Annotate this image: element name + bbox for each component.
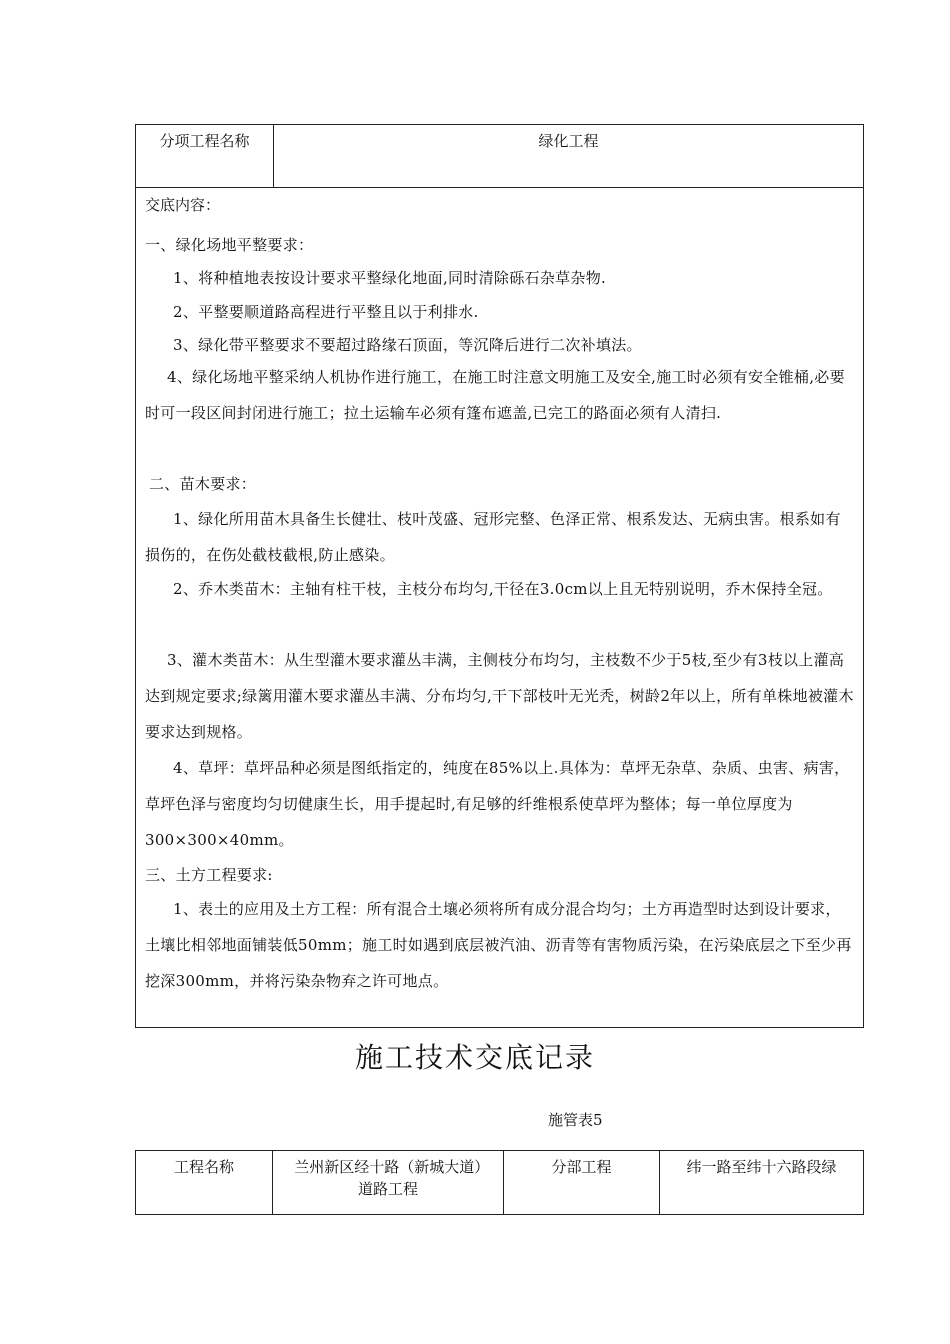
division-label: 分部工程 <box>551 1158 612 1176</box>
section-heading: 三、土方工程要求: <box>145 866 273 884</box>
paragraph: 3、灌木类苗木：从生型灌木要求灌丛丰满，主侧枝分布均匀，主枝数不少于5枝,至少有3枝以上灌高达到规定要求;绿篱用灌木要求灌丛丰满、分布均匀,干下部枝叶无光秃，树龄2年以上，所有单株地被灌木要求达到规格。 <box>145 651 854 741</box>
paragraph: 2、乔木类苗木：主轴有柱干枝，主枝分布均匀,干径在3.0cm以上且无特别说明，乔木保持全冠。 <box>173 580 833 598</box>
paragraph: 1、绿化所用苗木具备生长健壮、枝叶茂盛、冠形完整、色泽正常、根系发达、无病虫害。根系如有损伤的，在伤处截枝截根,防止感染。 <box>145 510 841 564</box>
paragraph: 2、平整要顺道路高程进行平整且以于利排水. <box>173 303 479 321</box>
division-value: 纬一路至纬十六路段绿 <box>686 1158 837 1176</box>
paragraph: 1、将种植地表按设计要求平整绿化地面,同时清除砾石杂草杂物. <box>173 269 607 287</box>
table-divider <box>272 1150 273 1215</box>
project-name-value: 兰州新区经十路（新城大道）道路工程 <box>294 1158 482 1198</box>
subproject-name-value: 绿化工程 <box>538 132 599 150</box>
paragraph: 3、绿化带平整要求不要超过路缘石顶面，等沉降后进行二次补填法。 <box>173 336 642 354</box>
form-number: 施管表5 <box>548 1111 603 1129</box>
paragraph: 4、草坪：草坪品种必须是图纸指定的，纯度在85%以上.具体为：草坪无杂草、杂质、虫害、病害，草坪色泽与密度均匀切健康生长，用手提起时,有足够的纤维根系使草坪为整体；每一单位厚度为300×300×40mm。 <box>145 759 850 849</box>
project-name-label: 工程名称 <box>173 1158 234 1176</box>
table-divider <box>135 187 864 188</box>
paragraph: 1、表土的应用及土方工程：所有混合土壤必须将所有成分混合均匀；土方再造型时达到设计要求，土壤比相邻地面铺装低50mm；施工时如遇到底层被汽油、沥青等有害物质污染，在污染底层之下至少再挖深300mm，并将污染杂物弃之许可地点。 <box>145 900 852 990</box>
content-heading: 交底内容： <box>145 196 221 214</box>
section-heading: 二、苗木要求： <box>149 475 257 493</box>
subproject-name-label: 分项工程名称 <box>159 132 250 150</box>
section-heading: 一、绿化场地平整要求： <box>145 236 314 254</box>
paragraph: 4、绿化场地平整采纳人机协作进行施工，在施工时注意文明施工及安全,施工时必须有安全锥桶,必要时可一段区间封闭进行施工；拉土运输车必须有篷布遮盖,已完工的路面必须有人清扫. <box>145 368 845 422</box>
record-title: 施工技术交底记录 <box>354 1041 595 1074</box>
